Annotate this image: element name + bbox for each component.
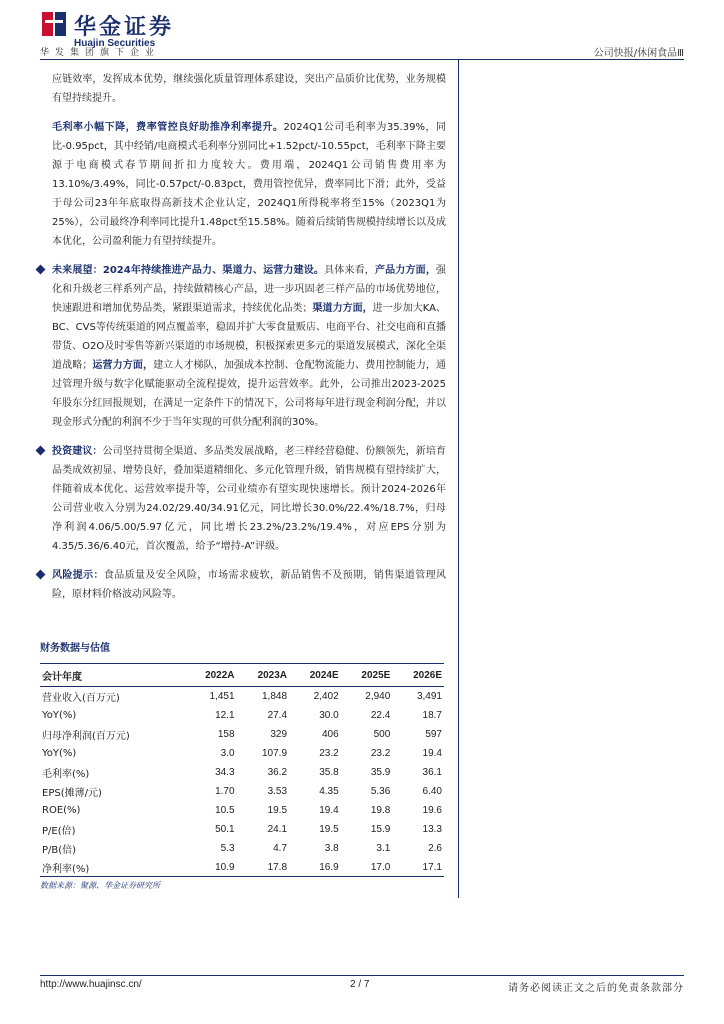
table-cell: 19.6: [422, 805, 442, 816]
paragraph-supply-chain: [52, 70, 446, 108]
table-cell: 17.1: [422, 862, 442, 873]
paragraph-subheading: 运营力方面，: [92, 360, 154, 371]
page-number: 2 / 7: [350, 979, 370, 990]
table-row: [40, 725, 444, 744]
table-cell: 36.1: [422, 767, 442, 778]
table-cell: 10.5: [215, 805, 235, 816]
table-cell: 4.7: [273, 843, 288, 854]
table-cell: 19.4: [422, 748, 442, 759]
table-cell: 5.36: [370, 786, 391, 797]
row-label: ROE(%): [42, 805, 81, 816]
table-cell: 23.2: [319, 748, 339, 759]
footer-website-link[interactable]: http://www.huajinsc.cn/: [40, 979, 142, 990]
table-cell: 23.2: [370, 748, 391, 759]
table-cell: 19.8: [370, 805, 391, 816]
group-tagline: 华发集团旗下企业: [40, 48, 161, 58]
table-cell: 19.4: [319, 805, 339, 816]
paragraph-investment-advice: [52, 442, 446, 556]
table-cell: 2.6: [428, 843, 442, 854]
table-cell: 18.7: [422, 710, 442, 721]
table-cell: 27.4: [267, 710, 288, 721]
table-bottom-rule: [40, 876, 444, 877]
table-cell: 3,491: [416, 691, 442, 702]
table-row: [40, 801, 444, 820]
table-cell: 15.9: [370, 824, 391, 835]
paragraph-heading: 未来展望：2024年持续推进产品力、渠道力、运营力建设。: [52, 265, 325, 276]
paragraph-text: 建立人才梯队，加强成本控制、仓配物流能力、费用控制能力，通过管理升级与数字化赋能驱动全流程提效，提升运营效率。此外，公司推出2023-2025年股东分红回报规划，在满足一定条件下的情况下，公司将每年进行现金利润分配，并以现金形式分配的利润不少于当年实现的可供分配利润的30%。: [52, 360, 447, 428]
table-cell: 107.9: [262, 748, 288, 759]
table-cell: 500: [373, 729, 391, 740]
table-cell: 6.40: [422, 786, 442, 797]
column-header: 2024E: [289, 664, 341, 687]
diamond-bullet-icon: [36, 265, 46, 275]
table-cell: 10.9: [215, 862, 235, 873]
table-cell: 30.0: [319, 710, 339, 721]
table-cell: 35.9: [370, 767, 391, 778]
table-cell: 12.1: [215, 710, 235, 721]
row-label: P/E(倍): [42, 826, 76, 837]
financial-table: [40, 664, 444, 877]
paragraph-risk: [52, 566, 446, 604]
table-row: [40, 858, 444, 877]
table-cell: 13.3: [422, 824, 442, 835]
paragraph-text: 进一步加大KA、BC、CVS等传统渠道的网点覆盖率，稳固并扩大零食量贩店、电商平台、社交电商和直播带货、O2O及时零售等新兴渠道的市场规模，积极探索更多元的渠道发展模式，深化全渠道战略；: [52, 303, 447, 371]
row-label: 归母净利润(百万元): [42, 731, 130, 742]
table-row: [40, 782, 444, 801]
paragraph-text: 公司坚持贯彻全渠道、多品类发展战略，老三样经营稳健、份额领先，新培育品类成效初显、增势良好，叠加渠道精细化、多元化管理升级，销售规模有望持续扩大，伴随着成本优化、运营效率提升等，公司业绩亦有望实现快速增长。预计2024-2026年公司营业收入分别为24.02/29.40/34.91亿元，同比增长30.0%/22.4%/18.7%，归母净利润4.06/5.00/5.97亿元，同比增长23.2%/23.2%/19.4%，对应EPS分别为4.35/5.36/6.40元，首次覆盖，给予“增持-A”评级。: [52, 446, 447, 552]
paragraph-heading: 投资建议：: [52, 446, 103, 457]
table-row: [40, 820, 444, 839]
table-cell: 5.3: [220, 843, 235, 854]
column-header: 2022A: [184, 664, 237, 687]
report-body: [52, 70, 446, 604]
row-label: 毛利率(%): [42, 769, 90, 780]
row-label: 营业收入(百万元): [42, 693, 120, 704]
table-cell: 597: [425, 729, 442, 740]
table-title: 财务数据与估值: [40, 643, 110, 654]
table-cell: 17.0: [370, 862, 391, 873]
table-cell: 3.1: [376, 843, 391, 854]
diamond-bullet-icon: [36, 446, 46, 456]
row-label: YoY(%): [42, 710, 77, 721]
data-source-note: 数据来源：聚源、华金证券研究所: [40, 881, 160, 890]
table-cell: 50.1: [215, 824, 235, 835]
header-divider: [40, 59, 684, 60]
table-cell: 1,451: [209, 691, 235, 702]
paragraph-text: 具体来看，: [324, 265, 375, 276]
footer-divider: [40, 975, 684, 976]
table-cell: 34.3: [215, 767, 235, 778]
paragraph-outlook: [52, 261, 446, 432]
paragraph-subheading: 产品力方面，: [374, 265, 436, 276]
table-cell: 19.5: [319, 824, 339, 835]
diamond-bullet-icon: [36, 570, 46, 580]
logo-chinese-name: 华金证券: [74, 15, 175, 40]
table-cell: 406: [321, 729, 339, 740]
column-header: 会计年度: [40, 664, 184, 687]
table-cell: 1,848: [262, 691, 288, 702]
logo-english-name: Huajin Securities: [74, 38, 156, 49]
table-cell: 22.4: [370, 710, 391, 721]
table-cell: 35.8: [319, 767, 339, 778]
table-cell: 3.8: [324, 843, 339, 854]
paragraph-margin: [52, 118, 446, 251]
table-row: [40, 687, 444, 707]
paragraph-text: 强化和升级老三样系列产品，持续做精核心产品，进一步巩固老三样产品的市场优势地位，快速跟进和增加优势品类，紧跟渠道需求，持续优化品类；: [52, 265, 446, 314]
huajin-logo-icon: [40, 10, 68, 38]
disclaimer-note: 请务必阅读正文之后的免责条款部分: [508, 983, 684, 994]
table-cell: 3.53: [267, 786, 288, 797]
table-cell: 3.0: [220, 748, 235, 759]
table-cell: 36.2: [267, 767, 288, 778]
table-row: [40, 763, 444, 782]
table-cell: 2,402: [313, 691, 339, 702]
paragraph-heading: 毛利率小幅下降，费率管控良好助推净利率提升。: [52, 122, 284, 133]
paragraph-subheading: 渠道力方面，: [312, 303, 373, 314]
table-cell: 1.70: [215, 786, 235, 797]
sidebar-divider: [458, 60, 459, 898]
document-type: 公司快报/休闲食品Ⅲ: [593, 48, 684, 59]
table-cell: 329: [270, 729, 288, 740]
paragraph-text: 应链效率，发挥成本优势，继续强化质量管理体系建设，突出产品质价比优势，业务规模有望持续提升。: [52, 74, 446, 104]
table-cell: 4.35: [319, 786, 339, 797]
row-label: 净利率(%): [42, 864, 90, 875]
row-label: EPS(摊薄/元): [42, 788, 102, 799]
table-row: [40, 839, 444, 858]
table-cell: 158: [217, 729, 235, 740]
row-label: YoY(%): [42, 748, 77, 759]
paragraph-heading: 风险提示：: [52, 570, 104, 581]
column-header: 2025E: [341, 664, 393, 687]
table-cell: 2,940: [365, 691, 391, 702]
table-cell: 16.9: [319, 862, 339, 873]
table-cell: 17.8: [267, 862, 288, 873]
column-header: 2023A: [237, 664, 290, 687]
table-row: [40, 744, 444, 763]
table-header-row: [40, 664, 444, 687]
column-header: 2026E: [392, 664, 444, 687]
table-cell: 24.1: [267, 824, 288, 835]
row-label: P/B(倍): [42, 845, 77, 856]
paragraph-text: 2024Q1公司毛利率为35.39%，同比-0.95pct，其中经销/电商模式毛利率分别同比+1.52pct/-10.55pct，毛利率下降主要源于电商模式春节期间折扣力度较大。费用端，2024Q1公司销售费用率为13.10%/3.49%，同比-0.57pct/-0.83pct，费用管控优异，费率同比下滑；此外，受益于母公司23年年底取得高新技术企业认定，2024Q1所得税率将至15%（2023Q1为25%），公司最终净利率同比提升1.48pct至15.58%。随着后续销售规模持续增长以及成本优化，公司盈利能力有望持续提升。: [52, 122, 447, 247]
table-cell: 19.5: [267, 805, 288, 816]
paragraph-text: 食品质量及安全风险，市场需求疲软，新品销售不及预期，销售渠道管理风险，原材料价格波动风险等。: [52, 570, 447, 600]
table-row: [40, 706, 444, 725]
